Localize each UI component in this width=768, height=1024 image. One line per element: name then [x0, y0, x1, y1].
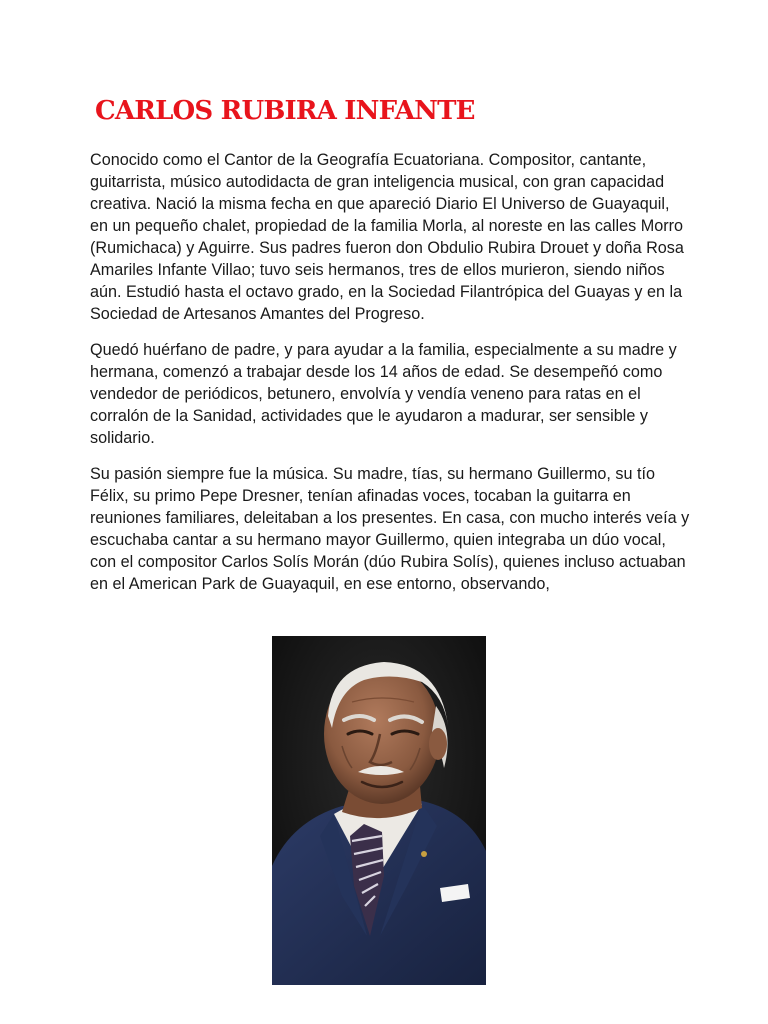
portrait-photo	[272, 636, 486, 985]
paragraph-2: Quedó huérfano de padre, y para ayudar a la familia, especialmente a su madre y hermana, comenzó a trabajar desde los 14 años de edad. Se desempeñó como vendedor de periódicos, betunero, envolvía y vendía veneno para ratas en el corralón de la Sanidad, actividades que le ayudaron a madurar, ser sensible y solidario.	[90, 341, 677, 447]
portrait-illustration	[272, 636, 486, 985]
paragraph-3: Su pasión siempre fue la música. Su madre, tías, su hermano Guillermo, su tío Félix, su primo Pepe Dresner, tenían afinadas voces, tocaban la guitarra en reuniones familiares, deleitaban a los presentes. En casa, con mucho interés veía y escuchaba cantar a su hermano mayor Guillermo, quien integraba un dúo vocal, con el compositor Carlos Solís Morán (dúo Rubira Solís), quienes incluso actuaban en el American Park de Guayaquil, en ese entorno, observando,	[90, 465, 690, 593]
page-title: CARLOS RUBIRA INFANTE	[95, 96, 475, 126]
document-body	[90, 149, 690, 609]
paragraph-1: Conocido como el Cantor de la Geografía Ecuatoriana. Compositor, cantante, guitarrista, músico autodidacta de gran inteligencia musical, con gran capacidad creativa. Nació la misma fecha en que apareció Diario El Universo de Guayaquil, en un pequeño chalet, propiedad de la familia Morla, al noreste en las calles Morro (Rumichaca) y Aguirre. Sus padres fueron don Obdulio Rubira Drouet y doña Rosa Amariles Infante Villao; tuvo seis hermanos, tres de ellos murieron, siendo niños aún. Estudió hasta el octavo grado, en la Sociedad Filantrópica del Guayas y en la Sociedad de Artesanos Amantes del Progreso.	[90, 151, 684, 323]
